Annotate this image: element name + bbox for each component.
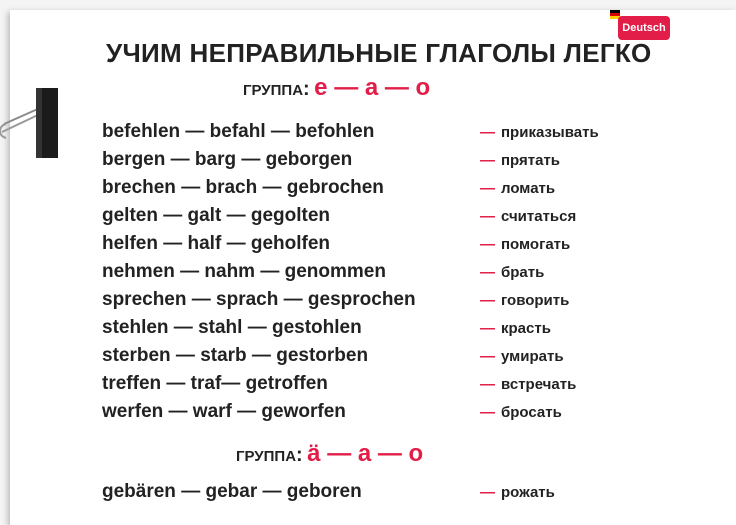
verb-row [102,315,622,341]
translation-text: помогать [501,235,571,253]
verb-translation [480,404,562,421]
verb-row [102,371,622,397]
verb-forms: werfen — warf — geworfen [102,401,346,422]
translation-text: бросать [501,403,562,421]
dash-separator: — [480,483,495,501]
verb-row [102,287,622,313]
dash-separator: — [480,263,495,281]
dash-separator: — [480,403,495,421]
translation-text: ломать [501,179,556,197]
translation-text: встречать [501,375,577,393]
dash-separator: — [480,291,495,309]
translation-text: рожать [501,483,555,501]
deutsch-badge: Deutsch [618,16,670,40]
verb-row [102,259,622,285]
verb-translation [480,180,555,197]
dash-separator: — [480,151,495,169]
translation-text: брать [501,263,545,281]
verb-forms: gebären — gebar — geboren [102,481,362,502]
verb-translation [480,320,551,337]
verb-translation [480,236,570,253]
translation-text: красть [501,319,551,337]
verb-row [102,399,622,425]
dash-separator: — [480,179,495,197]
verb-forms: brechen — brach — gebrochen [102,177,384,198]
dash-separator: — [480,347,495,365]
verb-forms: sterben — starb — gestorben [102,345,369,366]
page-title: УЧИМ НЕПРАВИЛЬНЫЕ ГЛАГОЛЫ ЛЕГКО [106,38,652,68]
dash-separator: — [480,375,495,393]
verb-row [102,119,622,145]
verb-translation [480,152,560,169]
verb-row [102,175,622,201]
translation-text: прятать [501,151,561,169]
verb-row [102,479,622,505]
verb-forms: bergen — barg — geborgen [102,149,353,170]
translation-text: считаться [501,207,577,225]
dash-separator: — [480,123,495,141]
translation-text: умирать [501,347,564,365]
verb-translation [480,208,576,225]
dash-separator: — [480,319,495,337]
group-heading-ae-a-o: ГРУППА: ä — а — о [236,440,424,467]
group-heading-e-a-o: ГРУППА: е — а — о [243,74,431,101]
verb-forms: gelten — galt — gegolten [102,205,331,226]
verb-row [102,231,622,257]
verb-forms: helfen — half — geholfen [102,233,331,254]
dash-separator: — [480,235,495,253]
verb-forms: sprechen — sprach — gesprochen [102,289,416,310]
verb-row [102,147,622,173]
verb-row [102,343,622,369]
dash-separator: — [480,207,495,225]
verb-translation [480,376,576,393]
verb-translation [480,292,569,309]
verb-forms: befehlen — befahl — befohlen [102,121,375,142]
verb-translation [480,484,555,501]
verb-translation [480,264,544,281]
verb-forms: treffen — traf— getroffen [102,373,328,394]
verb-forms: stehlen — stahl — gestohlen [102,317,362,338]
translation-text: говорить [501,291,570,309]
translation-text: приказывать [501,123,599,141]
verb-translation [480,124,599,141]
binder-clip-icon [0,74,70,164]
verb-row [102,203,622,229]
verb-forms: nehmen — nahm — genommen [102,261,386,282]
verb-translation [480,348,564,365]
